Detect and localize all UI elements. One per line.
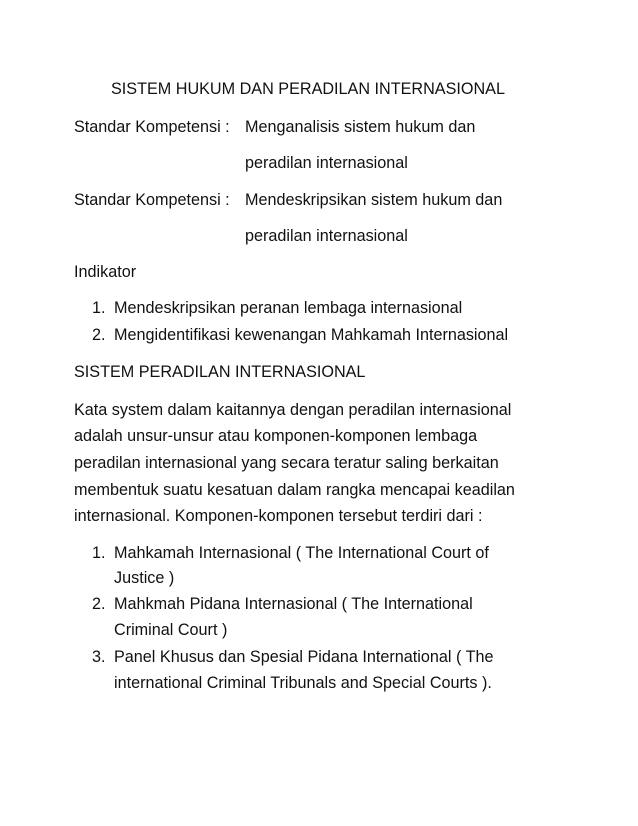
standar-kompetensi-value-2-line-2: peradilan internasional	[245, 227, 408, 245]
standar-kompetensi-label-1: Standar Kompetensi :	[74, 118, 230, 136]
standar-kompetensi-value-1-line-1: Menganalisis sistem hukum dan	[245, 118, 476, 136]
komponen-item-number: 3.	[92, 648, 106, 666]
paragraph-line: internasional. Komponen-komponen tersebut terdiri dari :	[74, 507, 483, 525]
komponen-item-number: 1.	[92, 544, 106, 562]
paragraph-line: adalah unsur-unsur atau komponen-komponen lembaga	[74, 427, 478, 445]
standar-kompetensi-value-1-line-2: peradilan internasional	[245, 154, 408, 172]
indikator-item-number: 2.	[92, 326, 106, 344]
standar-kompetensi-label-2: Standar Kompetensi :	[74, 191, 230, 209]
komponen-item-text-line-2: Criminal Court )	[114, 621, 228, 639]
paragraph-line: membentuk suatu kesatuan dalam rangka mencapai keadilan	[74, 481, 515, 499]
indikator-item-text: Mengidentifikasi kewenangan Mahkamah Internasional	[114, 326, 509, 344]
komponen-item-text-line-2: international Criminal Tribunals and Special Courts ).	[114, 674, 492, 692]
komponen-item-text-line-1: Mahkmah Pidana Internasional ( The International	[114, 595, 473, 613]
komponen-item-number: 2.	[92, 595, 106, 613]
komponen-item-text-line-2: Justice )	[114, 569, 175, 587]
paragraph-line: Kata system dalam kaitannya dengan peradilan internasional	[74, 401, 512, 419]
komponen-item-text-line-1: Panel Khusus dan Spesial Pidana International ( The	[114, 648, 494, 666]
indikator-heading: Indikator	[74, 263, 137, 281]
indikator-item-number: 1.	[92, 299, 106, 317]
document-title: SISTEM HUKUM DAN PERADILAN INTERNASIONAL	[111, 80, 505, 98]
standar-kompetensi-value-2-line-1: Mendeskripsikan sistem hukum dan	[245, 191, 503, 209]
komponen-item-text-line-1: Mahkamah Internasional ( The International Court of	[114, 544, 489, 562]
section-heading: SISTEM PERADILAN INTERNASIONAL	[74, 363, 366, 381]
paragraph-line: peradilan internasional yang secara teratur saling berkaitan	[74, 454, 499, 472]
indikator-item-text: Mendeskripsikan peranan lembaga internasional	[114, 299, 463, 317]
